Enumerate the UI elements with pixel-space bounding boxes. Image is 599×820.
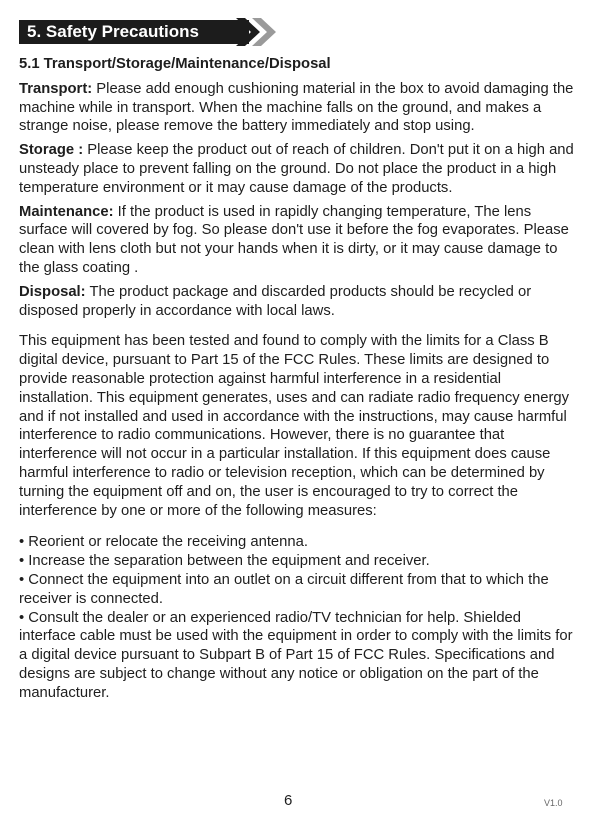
maintenance-text: If the product is used in rapidly changing temperature, The lens surface will covered by fog. So please don't use it before the fog evaporates. Please clean with lens cloth but not your hands when it is dirty, or it may cause damage to the glass coating . xyxy=(19,203,569,276)
transport-text: Please add enough cushioning material in the box to avoid damaging the machine while in transport. When the machine falls on the ground, and makes a strange noise, please remove the battery immediately and stop using. xyxy=(19,80,574,135)
fcc-paragraph: This equipment has been tested and found to comply with the limits for a Class B digital device, pursuant to Part 15 of the FCC Rules. These limits are designed to provide reasonable protection against harmful interference in a residential installation. This equipment generates, uses and can radiate radio frequency energy and if not installed and used in accordance with the instructions, may cause harmful interference to radio communications. However, there is no guarantee that interference will not occur in a particular installation. If this equipment does cause harmful interference to radio or television reception, which can be determined by turning the equipment off and on, the user is encouraged to try to correct the interference by one or more of the following measures: xyxy=(19,333,570,519)
storage-text: Please keep the product out of reach of children. Don't put it on a high and unsteady place to prevent falling on the ground. Do not place the product in a high temperature environment or it may cause damage of the products. xyxy=(19,142,574,196)
disposal-text: The product package and discarded products should be recycled or disposed properly in accordance with local laws. xyxy=(19,283,532,319)
list-item: • Reorient or relocate the receiving antenna. xyxy=(19,534,308,551)
list-item: • Consult the dealer or an experienced radio/TV technician for help. Shielded interface cable must be used with the equipment in order to comply with the limits for a digital device pursuant to Subpart B of Part 15 of FCC Rules. Specifications and designs are subject to change without any notice or obligation on the part of the manufacturer. xyxy=(19,609,573,701)
section-header-bar xyxy=(19,20,249,44)
measures-list xyxy=(19,533,575,702)
maintenance-label: Maintenance: xyxy=(19,203,114,220)
double-chevron-right-icon xyxy=(236,18,280,46)
disposal-paragraph xyxy=(19,283,575,321)
document-body xyxy=(19,55,575,703)
storage-label: Storage : xyxy=(19,142,84,159)
version-label: V1.0 xyxy=(544,798,563,808)
subheading: 5.1 Transport/Storage/Maintenance/Disposal xyxy=(19,56,331,72)
transport-label: Transport: xyxy=(19,80,93,97)
maintenance-paragraph xyxy=(19,203,575,278)
storage-paragraph xyxy=(19,141,575,197)
disposal-label: Disposal: xyxy=(19,283,86,300)
list-item: • Increase the separation between the equipment and receiver. xyxy=(19,553,430,570)
section-title: 5. Safety Precautions xyxy=(27,22,199,41)
list-item: • Connect the equipment into an outlet on a circuit different from that to which the receiver is connected. xyxy=(19,571,549,607)
page-number: 6 xyxy=(284,792,293,809)
transport-paragraph xyxy=(19,80,575,136)
